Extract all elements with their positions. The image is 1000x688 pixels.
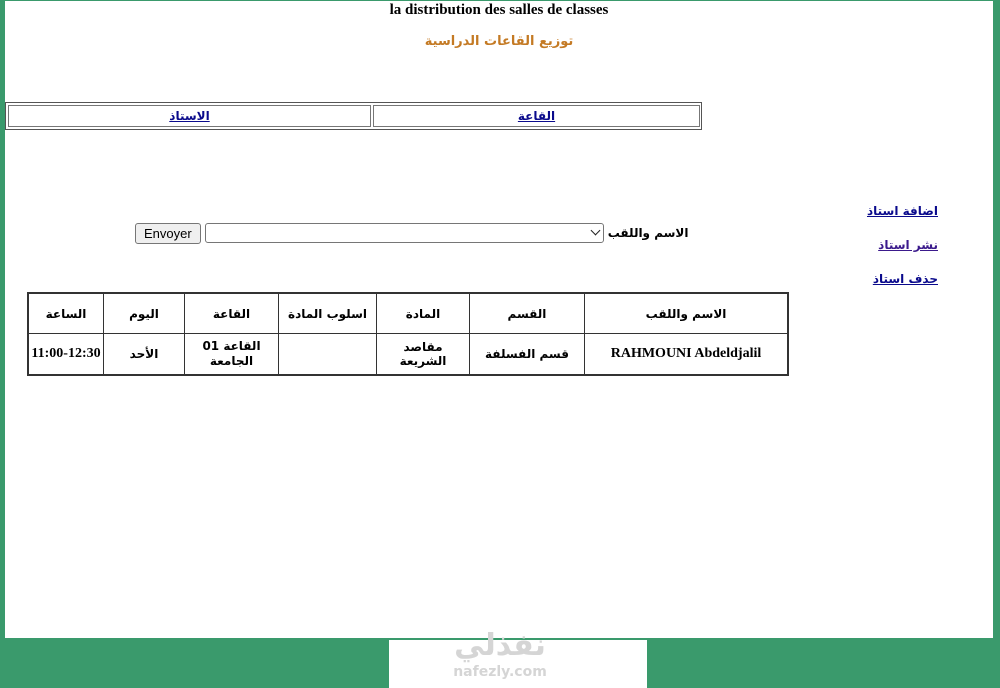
nav-tabs xyxy=(5,102,702,130)
watermark-ar: نفذلي xyxy=(454,628,546,663)
sidebar-actions xyxy=(867,202,938,304)
cell-time: 11:00-12:30 xyxy=(28,334,104,376)
tab-room xyxy=(373,105,700,127)
table-row xyxy=(28,334,788,376)
page-title-ar: توزيع القاعات الدراسية xyxy=(424,34,574,49)
name-filter-form xyxy=(135,222,688,244)
watermark-en: nafezly.com xyxy=(453,664,547,680)
cell-department: قسم الفسلفة xyxy=(470,334,585,376)
tab-professor xyxy=(8,105,371,127)
watermark-logo xyxy=(440,628,560,680)
page-title-en: la distribution des salles de classes xyxy=(389,2,609,18)
name-label: الاسم واللقب xyxy=(607,226,689,240)
header-room: القاعة xyxy=(185,293,279,334)
cell-day: الأحد xyxy=(104,334,185,376)
header-department: القسم xyxy=(470,293,585,334)
header-name: الاسم واللقب xyxy=(585,293,789,334)
add-professor-link[interactable]: اضافة استاذ xyxy=(866,204,938,218)
header-subject: المادة xyxy=(377,293,470,334)
cell-subject: مقاصد الشريعة xyxy=(377,334,470,376)
cell-name: RAHMOUNI Abdeldjalil xyxy=(585,334,789,376)
header-subject-style: اسلوب المادة xyxy=(279,293,377,334)
page-content xyxy=(5,1,993,638)
publish-professor-link[interactable]: نشر استاذ xyxy=(878,238,938,252)
tab-professor-link[interactable]: الاستاذ xyxy=(169,109,210,123)
chevron-down-icon xyxy=(590,226,600,236)
submit-button[interactable]: Envoyer xyxy=(135,223,201,244)
schedule-table xyxy=(27,292,789,376)
header-day: اليوم xyxy=(104,293,185,334)
header-time: الساعة xyxy=(28,293,104,334)
delete-professor-link[interactable]: حذف استاذ xyxy=(872,272,938,286)
table-header-row xyxy=(28,293,788,334)
cell-room: القاعة 01 الجامعة xyxy=(185,334,279,376)
name-select[interactable] xyxy=(205,223,604,243)
cell-subject-style xyxy=(279,334,377,376)
tab-room-link[interactable]: القاعة xyxy=(517,109,556,123)
